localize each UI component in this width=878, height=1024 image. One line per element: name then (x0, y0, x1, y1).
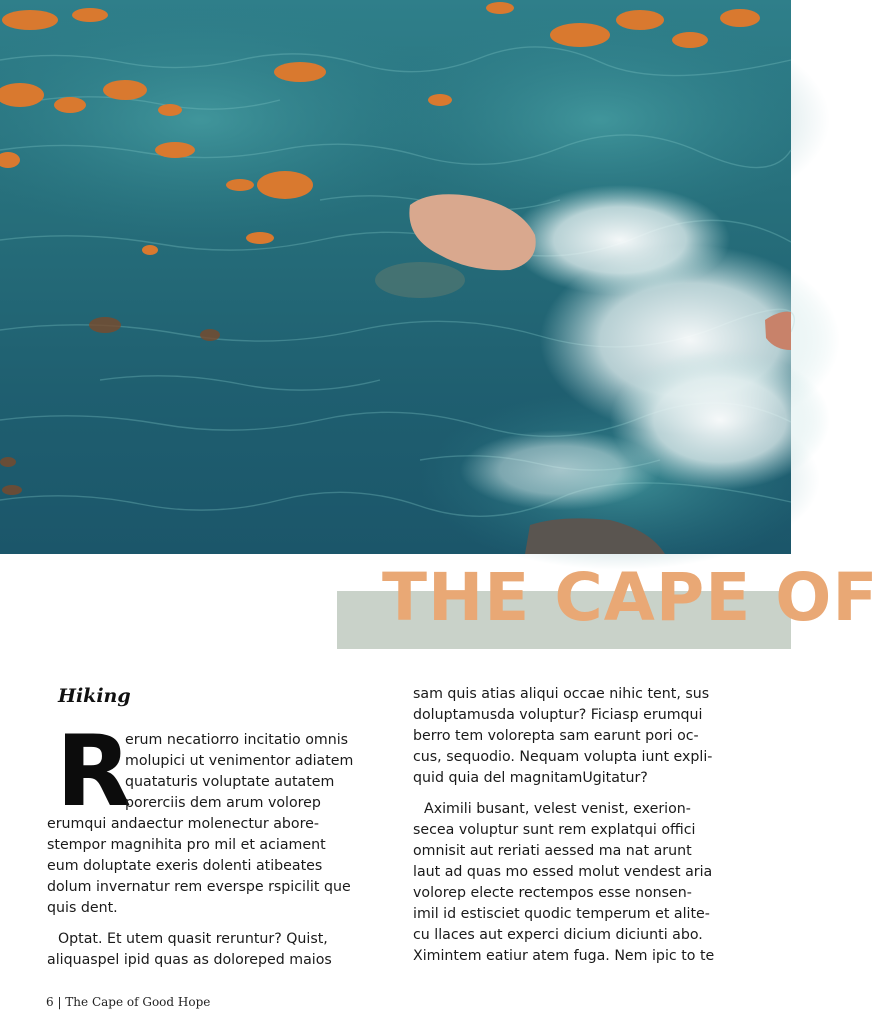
body-line: cus, sequodio. Nequam volupta iunt expli- (413, 749, 713, 765)
body-line: Aximili busant, velest venist, exerion- (424, 801, 691, 817)
body-line: Optat. Et utem quasit reruntur? Quist, (58, 931, 328, 947)
body-line: eum doluptate exeris dolenti atibeates (47, 858, 323, 874)
drop-cap: R (56, 715, 132, 829)
body-line: Ximintem eatiur atem fuga. Nem ipic to te (413, 948, 715, 964)
page-title: THE CAPE OF (382, 559, 878, 636)
body-line: molupici ut venimentor adiatem (125, 753, 354, 769)
body-line: stempor magnihita pro mil et aciament (47, 837, 326, 853)
body-line: doluptamusda voluptur? Ficiasp erumqui (413, 707, 703, 723)
body-line: volorep electe rectempos esse nonsen- (413, 885, 692, 901)
body-line: dolum invernatur rem everspe rspicilit que (47, 879, 351, 895)
body-line: secea voluptur sunt rem explatqui offici (413, 822, 696, 838)
page-footer: 6 | The Cape of Good Hope (46, 995, 211, 1009)
body-line: sam quis atias aliqui occae nihic tent, sus (413, 686, 710, 702)
body-line: erumqui andaectur molenectur abore- (47, 816, 319, 832)
body-line: laut ad quas mo essed molut vendest aria (413, 864, 713, 880)
body-line: omnisit aut reriati aessed ma nat arunt (413, 843, 692, 859)
body-line: quis dent. (47, 900, 118, 916)
hero-ocean-photo (0, 0, 791, 554)
body-line: berro tem volorepta sam earunt pori oc- (413, 728, 699, 744)
ocean-illustration (0, 0, 791, 554)
section-heading: Hiking (58, 685, 131, 707)
body-line: erum necatiorro incitatio omnis (125, 732, 349, 748)
body-line: cu llaces aut experci dicium diciunti abo. (413, 927, 703, 943)
body-line: quataturis voluptate autatem (125, 774, 335, 790)
body-line: aliquaspel ipid quas as doloreped maios (47, 952, 332, 968)
body-line: porerciis dem arum volorep (125, 795, 321, 811)
body-line: imil id estisciet quodic temperum et alite- (413, 906, 710, 922)
body-line: quid quia del magnitamUgitatur? (413, 770, 648, 786)
